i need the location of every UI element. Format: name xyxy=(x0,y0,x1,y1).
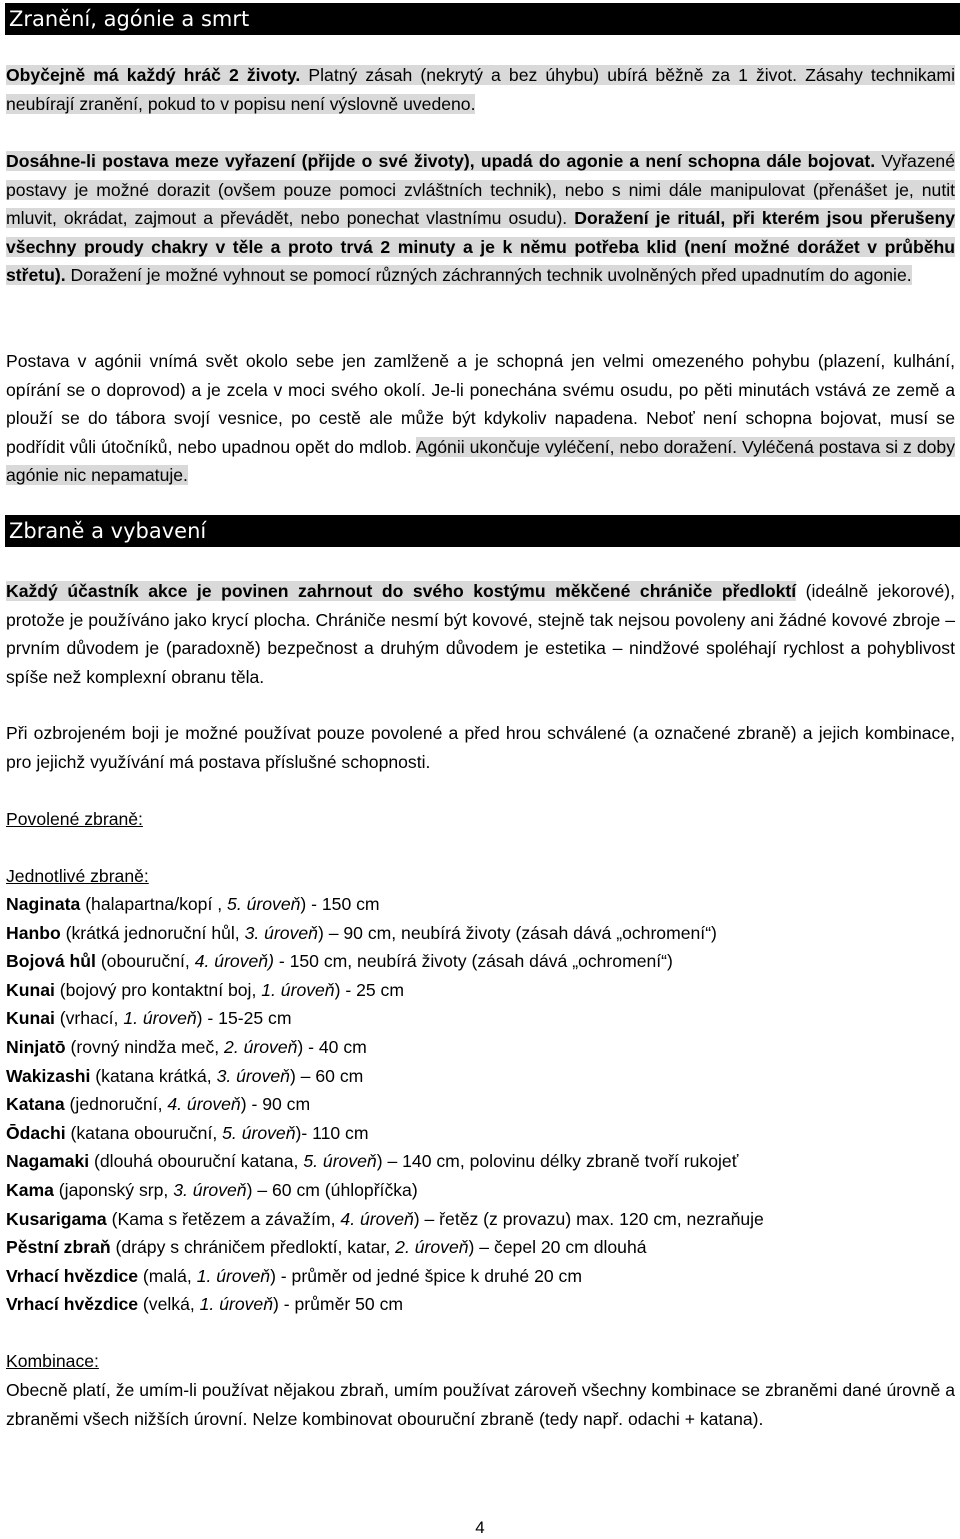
weapon-size: ) – 90 cm, neubírá životy (zásah dává „ochromení“) xyxy=(317,922,717,943)
weapon-size: ) - 25 cm xyxy=(334,979,404,1000)
allowed-weapons-label xyxy=(6,805,143,834)
weapon-description: (japonský srp, xyxy=(53,1179,174,1200)
weapon-size: ) – 60 cm (úhlopříčka) xyxy=(246,1179,418,1200)
weapon-item xyxy=(6,1033,955,1062)
paragraph-armed-fight: Při ozbrojeném boji je možné používat pouze povolené a před hrou schválené (a označené zbraně) a jejich kombinace, pro jejichž využívání má postava příslušné schopnosti. xyxy=(6,723,955,772)
weapon-description: (halapartna/kopí , xyxy=(80,894,228,914)
weapon-description: (bojový pro kontaktní boj, xyxy=(54,979,262,1000)
single-weapons-label xyxy=(6,862,149,891)
agony-state-text: Postava v agónii vnímá svět okolo sebe jen zamlženě a je schopná jen velmi omezeného pohybu (plazení, kulhání, opírání se o doprovod) a je zcela v moci svého okolí. Je-li ponechána svému osudu, po pěti minutách vstává ze země a plouží se do tábora svojí vesnice, po cestě ale může být kdykoliv napadena. Neboť není schopna bojovat, musí se podřídit vůli útočníků, nebo upadnou opět do mdlob. xyxy=(6,351,955,457)
weapon-size: ) - 15-25 cm xyxy=(196,1008,292,1029)
paragraph-combination: Obecně platí, že umím-li používat nějakou zbraň, umím používat zároveň všechny kombinace se zbraněmi dané úrovně a zbraněmi všech nižších úrovní. Nelze kombinovat obouruční zbraně (tedy např. odachi + katana). xyxy=(6,1380,955,1429)
weapon-item xyxy=(6,1147,955,1176)
weapon-description: (malá, xyxy=(138,1265,197,1286)
weapon-item xyxy=(6,1290,955,1319)
weapon-level: 3. úroveň xyxy=(244,922,318,943)
section-heading-weapons: Zbraně a vybavení xyxy=(5,515,960,547)
guards-highlight xyxy=(6,581,796,601)
weapon-item xyxy=(6,976,955,1005)
weapon-level: 1. úroveň xyxy=(199,1294,273,1315)
page-number: 4 xyxy=(475,1518,485,1537)
weapon-item xyxy=(6,919,955,948)
weapon-level: 4. úroveň) xyxy=(194,951,274,972)
weapon-description: (katana krátká, xyxy=(90,1065,217,1086)
weapon-size: ) - 90 cm xyxy=(240,1094,311,1115)
weapon-item xyxy=(6,1262,955,1291)
finishing-text: Doražení je možné vyhnout se pomocí různých záchranných technik uvolněných před upadnutím do agonie. xyxy=(65,265,912,286)
weapon-item xyxy=(6,1176,955,1205)
weapon-item xyxy=(6,890,955,919)
weapon-item xyxy=(6,1004,955,1033)
guards-text: (ideálně jekorové), protože je používáno jako krycí plocha. Chrániče nesmí být kovové, stejně tak nejsou povoleny ani žádné kovové zbroje – prvním důvodem je (paradoxně) bezpečnost a druhým důvodem je estetika – nindžové spoléhají rychlost a pohyblivost spíše než komplexní obranu těla. xyxy=(6,581,956,687)
weapon-level: 4. úroveň xyxy=(167,1094,241,1115)
weapon-item xyxy=(6,1062,955,1091)
weapon-size: ) - průměr 50 cm xyxy=(273,1294,404,1315)
weapon-description: (drápy s chráničem předloktí, katar, xyxy=(110,1237,396,1258)
paragraph-lives xyxy=(6,61,955,118)
paragraph-lives-highlight xyxy=(6,65,955,114)
weapon-description: (dlouhá obouruční katana, xyxy=(89,1151,304,1172)
weapon-name: Vrhací hvězdice xyxy=(6,1265,139,1286)
weapon-size: ) - 150 cm xyxy=(300,894,380,914)
weapon-size: - 150 cm, neubírá životy (zásah dává „ochromení“) xyxy=(273,951,673,972)
weapon-item xyxy=(6,1090,955,1119)
weapon-level: 2. úroveň xyxy=(395,1237,469,1258)
weapon-level: 5. úroveň xyxy=(227,894,301,914)
finishing-bold-text: Doražení je rituál, při kterém jsou přerušeny všechny proudy chakry v těle a proto trvá 2 minuty a je k němu potřeba klid (není možné dorážet v průběhu střetu). xyxy=(6,208,955,286)
weapon-name: Bojová hůl xyxy=(6,951,96,972)
paragraph-forearm-guards xyxy=(6,577,955,691)
weapon-description: (jednoruční, xyxy=(64,1094,168,1115)
combination-label xyxy=(6,1347,99,1376)
weapon-level: 1. úroveň xyxy=(123,1008,197,1029)
weapon-description: (velká, xyxy=(138,1294,200,1315)
lives-text: Platný zásah (nekrytý a bez úhybu) ubírá běžně za 1 život. Zásahy technikami neubírají zranění, pokud to v popisu není výslovně uvedeno. xyxy=(6,65,955,114)
guards-bold-text: Každý účastník akce je povinen zahrnout do svého kostýmu měkčené chrániče předloktí xyxy=(6,581,797,601)
combination-label-text: Kombinace: xyxy=(6,1351,99,1371)
weapon-name: Katana xyxy=(6,1094,65,1115)
lives-bold-text: Obyčejně má každý hráč 2 životy. xyxy=(6,65,301,85)
weapon-size: ) - 40 cm xyxy=(297,1036,367,1057)
weapon-name: Kusarigama xyxy=(6,1208,107,1229)
weapon-size: ) – 140 cm, polovinu délky zbraně tvoří rukojeť xyxy=(376,1151,739,1172)
weapon-size: ) – řetěz (z provazu) max. 120 cm, nezraňuje xyxy=(413,1208,764,1229)
weapon-name: Naginata xyxy=(6,894,81,914)
weapon-description: (Kama s řetězem a závažím, xyxy=(106,1208,341,1229)
weapon-description: (katana obouruční, xyxy=(65,1122,223,1143)
weapon-item xyxy=(6,1233,955,1262)
weapon-level: 1. úroveň xyxy=(196,1265,271,1286)
weapons-list xyxy=(6,890,955,1319)
paragraph-agony-limit xyxy=(6,147,955,290)
agony-text: Vyřazené postavy je možné dorazit (ovšem pouze pomoci zvláštních technik), nebo s nimi dále manipulovat (přenášet je, nutit mluvit, okrádat, zajmout a převádět, nebo ponechat vlastnímu osudu). xyxy=(6,151,955,229)
weapon-name: Hanbo xyxy=(6,922,61,943)
weapon-level: 4. úroveň xyxy=(340,1208,414,1229)
weapon-size: )- 110 cm xyxy=(295,1122,369,1143)
weapon-size: ) – čepel 20 cm dlouhá xyxy=(468,1237,647,1258)
weapon-description: (obouruční, xyxy=(95,951,195,972)
weapon-level: 3. úroveň xyxy=(216,1065,290,1086)
weapon-name: Ninjatō xyxy=(6,1036,66,1057)
weapon-name: Nagamaki xyxy=(6,1151,90,1172)
single-weapons-label-text: Jednotlivé zbraně: xyxy=(6,866,149,886)
weapon-name: Pěstní zbraň xyxy=(6,1237,111,1258)
section-heading-injury: Zranění, agónie a smrt xyxy=(5,3,960,35)
allowed-weapons-label-text: Povolené zbraně: xyxy=(6,809,143,829)
weapon-description: (krátká jednoruční hůl, xyxy=(60,922,245,943)
weapon-level: 5. úroveň xyxy=(222,1122,296,1143)
weapon-name: Vrhací hvězdice xyxy=(6,1294,139,1315)
weapon-description: (vrhací, xyxy=(54,1008,124,1029)
paragraph-agony-state xyxy=(6,347,955,490)
weapon-level: 1. úroveň xyxy=(261,979,335,1000)
agony-end-highlight: Agónii ukončuje vyléčení, nebo doražení. Vyléčená postava si z doby agónie nic nepamatuje. xyxy=(6,436,955,486)
weapon-name: Kama xyxy=(6,1179,54,1200)
weapon-item xyxy=(6,1119,955,1148)
weapon-level: 5. úroveň xyxy=(303,1151,377,1172)
paragraph-agony-highlight xyxy=(6,151,955,285)
weapon-name: Wakizashi xyxy=(6,1065,91,1086)
weapon-name: Kunai xyxy=(6,979,55,1000)
weapon-level: 2. úroveň xyxy=(224,1036,298,1057)
weapon-name: Kunai xyxy=(6,1008,55,1029)
weapon-size: ) - průměr od jedné špice k druhé 20 cm xyxy=(270,1265,583,1286)
weapon-level: 3. úroveň xyxy=(173,1179,247,1200)
weapon-size: ) – 60 cm xyxy=(289,1065,364,1086)
weapon-item xyxy=(6,947,955,976)
weapon-name: Ōdachi xyxy=(6,1122,66,1143)
weapon-description: (rovný nindža meč, xyxy=(65,1036,225,1057)
weapon-item xyxy=(6,1205,955,1234)
agony-bold-text: Dosáhne-li postava meze vyřazení (přijde o své životy), upadá do agonie a není schopna dále bojovat. xyxy=(6,151,876,171)
